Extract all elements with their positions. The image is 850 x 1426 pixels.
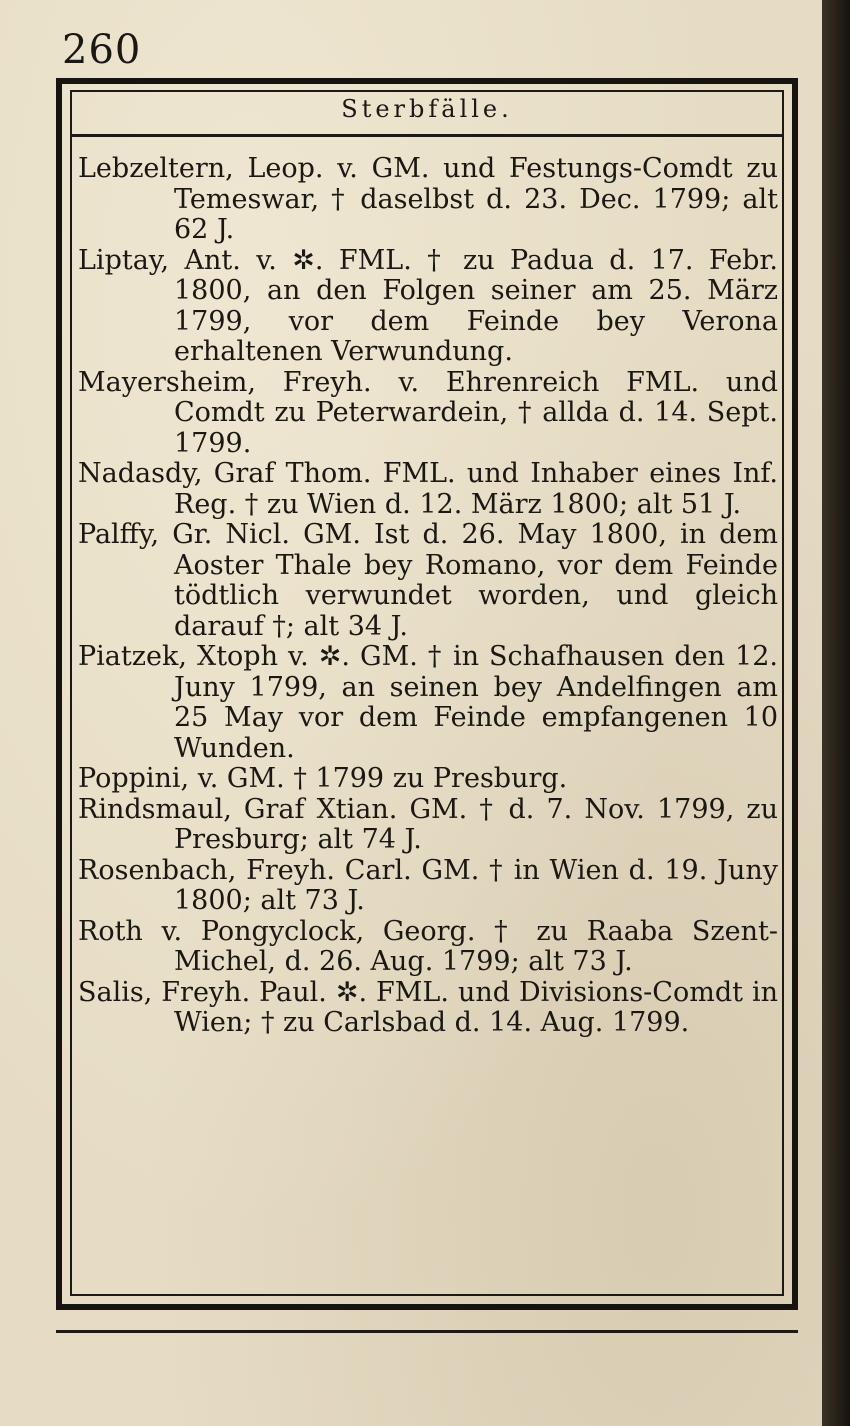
list-item: Palffy, Gr. Nicl. GM. Ist d. 26. May 1800, in dem Aoster Thale bey Romano, vor dem Feinde tödtlich verwundet worden, und gleich darauf †; alt 34 J. bbox=[78, 519, 778, 642]
list-item: Roth v. Pongyclock, Georg. † zu Raaba Szent-Michel, d. 26. Aug. 1799; alt 73 J. bbox=[78, 915, 778, 977]
death-entries-list bbox=[78, 154, 778, 1039]
list-item: Mayersheim, Freyh. v. Ehrenreich FML. und Comdt zu Peterwardein, † allda d. 14. Sept. 1799. bbox=[78, 366, 778, 459]
heading-divider bbox=[72, 134, 782, 137]
page-number: 260 bbox=[62, 27, 142, 73]
list-item: Nadasdy, Graf Thom. FML. und Inhaber eines Inf. Reg. † zu Wien d. 12. März 1800; alt 51 J. bbox=[78, 458, 778, 520]
list-item: Liptay, Ant. v. ✲. FML. † zu Padua d. 17. Febr. 1800, an den Folgen seiner am 25. März 1799, vor dem Feinde bey Verona erhaltenen Verwundung. bbox=[78, 244, 778, 367]
list-item: Rosenbach, Freyh. Carl. GM. † in Wien d. 19. Juny 1800; alt 73 J. bbox=[78, 854, 778, 916]
list-item: Poppini, v. GM. † 1799 zu Presburg. bbox=[78, 763, 568, 794]
list-item: Lebzeltern, Leop. v. GM. und Festungs-Comdt zu Temeswar, † daselbst d. 23. Dec. 1799; alt 62 J. bbox=[78, 153, 778, 245]
list-item: Piatzek, Xtoph v. ✲. GM. † in Schafhausen den 12. Juny 1799, an seinen bey Andelfingen am 25 May vor dem Feinde empfangenen 10 Wunden. bbox=[78, 641, 778, 764]
book-spine-edge bbox=[822, 0, 850, 1426]
list-item: Salis, Freyh. Paul. ✲. FML. und Divisions-Comdt in Wien; † zu Carlsbad d. 14. Aug. 1799. bbox=[78, 976, 778, 1038]
bottom-divider bbox=[56, 1330, 798, 1333]
section-heading: Sterbfälle. bbox=[341, 95, 513, 123]
list-item: Rindsmaul, Graf Xtian. GM. † d. 7. Nov. 1799, zu Presburg; alt 74 J. bbox=[78, 793, 778, 855]
